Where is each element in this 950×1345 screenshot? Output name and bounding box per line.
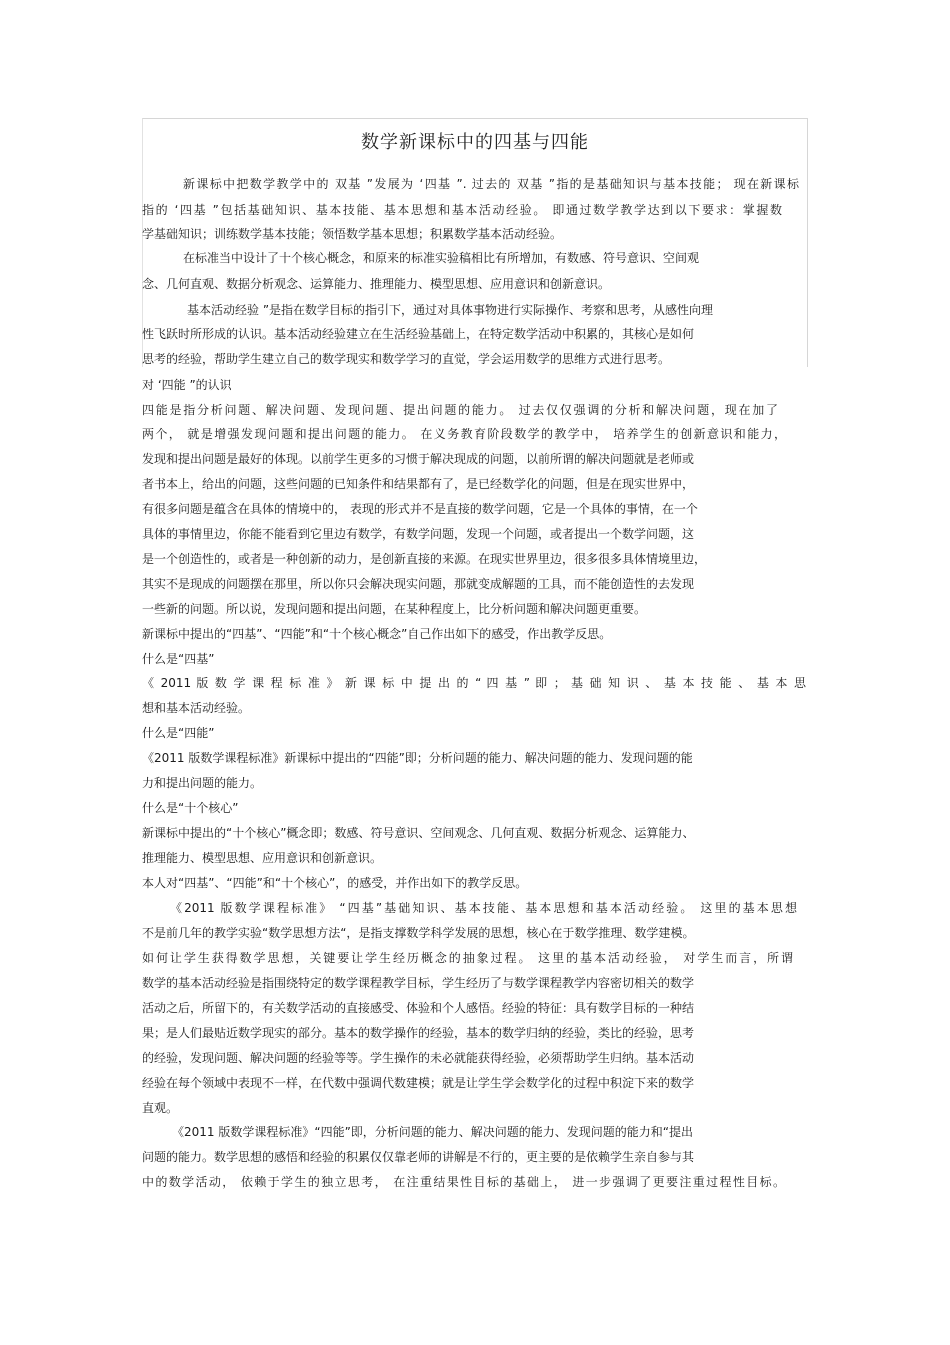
text-line: 新课标中提出的“四基”、“四能”和“十个核心概念”自己作出如下的感受，作出教学反思。 [142,627,612,641]
text-line: 性飞跃时所形成的认识。基本活动经验建立在生活经验基础上，在特定数学活动中积累的，其核心是如何 [142,327,695,341]
text-line: 基本活动经验 ”是指在数学目标的指引下，通过对具体事物进行实际操作、考察和思考，从感性向理 [187,303,714,317]
text-line: 学基础知识；训练数学基本技能；领悟数学基本思想；积累数学基本活动经验。 [142,227,563,241]
text-line: 什么是“四基” [142,652,215,666]
text-line: 什么是“十个核心” [142,801,239,815]
text-line: 如何让学生获得数学思想，关键要让学生经历概念的抽象过程。 这里的基本活动经验， 对学生而言，所谓 [142,951,793,965]
text-line: 的经验，发现问题、解决问题的经验等等。学生操作的未必就能获得经验，必须帮助学生归纳。基本活动 [142,1051,695,1065]
text-line: 两个， 就是增强发现问题和提出问题的能力。 在义务教育阶段数学的教学中， 培养学生的创新意识和能力， [142,427,786,441]
document-title: 数学新课标中的四基与四能 [361,132,589,153]
text-line: 《2011 版数学课程标准》“四能”即，分析问题的能力、解决问题的能力、发现问题的能力和“提出 [172,1125,694,1139]
text-line: 问题的能力。数学思想的感悟和经验的积累仅仅靠老师的讲解是不行的，更主要的是依赖学生亲自参与其 [142,1150,695,1164]
text-line: 经验在每个领域中表现不一样，在代数中强调代数建模；就是让学生学会数学化的过程中积淀下来的数学 [142,1076,695,1090]
text-line: 其实不是现成的问题摆在那里，所以你只会解决现实问题，那就变成解题的工具，而不能创造性的去发现 [142,577,695,591]
text-line: 指的 ‘四基 ”包括基础知识、基本技能、基本思想和基本活动经验。 即通过数学教学达到以下要求：掌握数 [142,203,782,217]
text-line: 本人对“四基”、“四能”和“十个核心”，的感受，并作出如下的教学反思。 [142,876,528,890]
text-line: 《 2011 版 数 学 课 程 标 准 》 新 课 标 中 提 出 的 “ 四 基 ” 即 ； 基 础 知 识 、 基 本 技 能 、 基 本 思 [142,676,806,690]
text-line: 有很多问题是蕴含在具体的情境中的， 表现的形式并不是直接的数学问题，它是一个具体的事情，在一个 [142,502,698,516]
text-line: 念、几何直观、数据分析观念、运算能力、推理能力、模型思想、应用意识和创新意识。 [142,277,611,291]
text-line: 数学的基本活动经验是指围绕特定的数学课程教学目标，学生经历了与数学课程教学内容密切相关的数学 [142,976,695,990]
text-line: 力和提出问题的能力。 [142,776,263,790]
text-line: 果；是人们最贴近数学现实的部分。基本的数学操作的经验，基本的数学归纳的经验，类比的经验，思考 [142,1026,695,1040]
text-line: 对 ‘四能 ”的认识 [142,378,232,392]
text-line: 发现和提出问题是最好的体现。以前学生更多的习惯于解决现成的问题，以前所谓的解决问题就是老师或 [142,452,695,466]
text-line: 《2011 版数学课程标准》 “四基”基础知识、基本技能、基本思想和基本活动经验。 这里的基本思想 [170,901,797,915]
text-line: 思考的经验，帮助学生建立自己的数学现实和数学学习的直觉，学会运用数学的思维方式进行思考。 [142,352,671,366]
text-line: 在标准当中设计了十个核心概念，和原来的标准实验稿相比有所增加，有数感、符号意识、空间观 [183,251,700,265]
text-line: 中的数学活动， 依赖于学生的独立思考， 在注重结果性目标的基础上， 进一步强调了更要注重过程性目标。 [142,1175,785,1189]
text-line: 是一个创造性的，或者是一种创新的动力，是创新直接的来源。在现实世界里边，很多很多具体情境里边， [142,552,707,566]
text-line: 具体的事情里边，你能不能看到它里边有数学，有数学问题，发现一个问题，或者提出一个数学问题，这 [142,527,695,541]
text-line: 什么是“四能” [142,726,215,740]
text-line: 者书本上，给出的问题，这些问题的已知条件和结果都有了，是已经数学化的问题，但是在现实世界中， [142,477,695,491]
text-line: 直观。 [142,1101,179,1115]
text-line: 一些新的问题。所以说，发现问题和提出问题，在某种程度上，比分析问题和解决问题更重要。 [142,602,647,616]
text-line: 《2011 版数学课程标准》新课标中提出的“四能”即；分析问题的能力、解决问题的能力、发现问题的能 [142,751,693,765]
text-line: 新课标中提出的“十个核心”概念即；数感、符号意识、空间观念、几何直观、数据分析观念、运算能力、 [142,826,695,840]
text-line: 推理能力、模型思想、应用意识和创新意识。 [142,851,383,865]
text-line: 四能是指分析问题、解决问题、发现问题、提出问题的能力。 过去仅仅强调的分析和解决问题，现在加了 [142,403,778,417]
text-line: 活动之后，所留下的，有关数学活动的直接感受、体验和个人感悟。经验的特征：具有数学目标的一种结 [142,1001,695,1015]
text-line: 不是前几年的教学实验“数学思想方法“，是指支撑数学科学发展的思想，核心在于数学推理、数学建模。 [142,926,695,940]
text-line: 新课标中把数学教学中的 双基 ”发展为 ‘四基 ”. 过去的 双基 ”指的是基础知识与基本技能； 现在新课标 [183,177,799,191]
text-line: 想和基本活动经验。 [142,701,251,715]
